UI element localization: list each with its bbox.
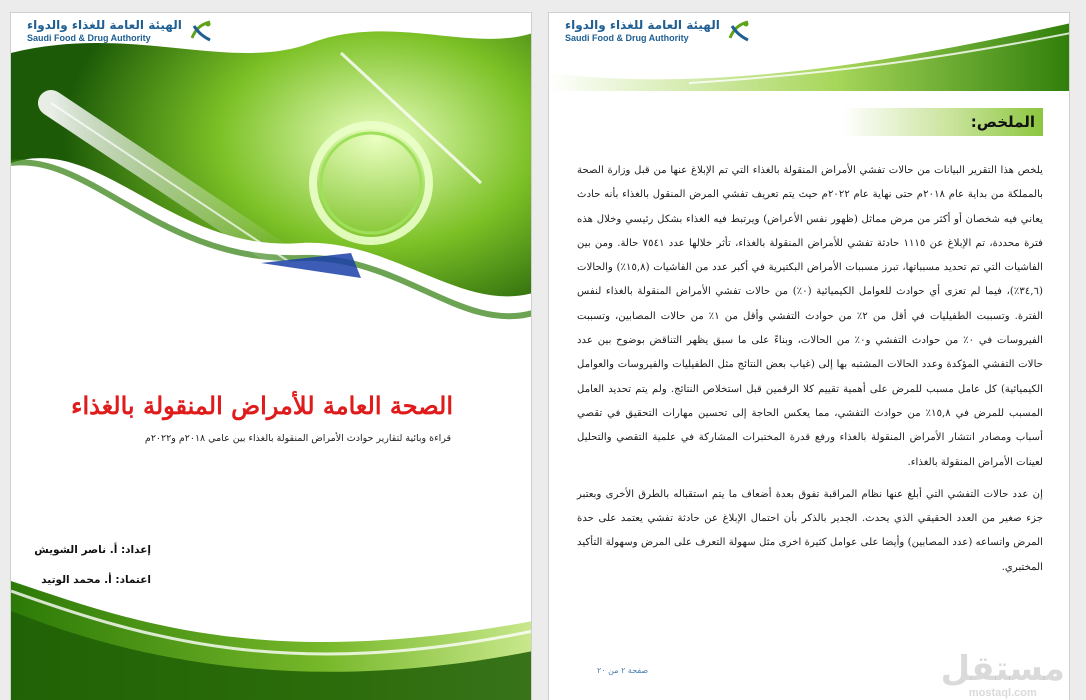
cover-bottom-swoosh — [11, 561, 532, 700]
summary-paragraph: إن عدد حالات التفشي التي أبلغ عنها نظام المراقبة تفوق بعدة أضعاف ما يتم استقباله بالطرق الأخرى وبعتبر جزء صغير من العدد الحقيقي الذي يحدث. الجدير بالذكر بأن احتمال الإبلاغ عن حادثة تفشي يعتمد على حدة المرض واتساعه (عدد المصابين) وأيضا على عوامل كثيرة اخرى مثل سهولة التعرف على المرض وسهولة التأكيد المختبري. — [577, 488, 1043, 573]
logo-english-text: Saudi Food & Drug Authority — [27, 32, 151, 43]
page-number: صفحة ٢ من ٢٠ — [597, 666, 649, 675]
sfda-emblem-icon — [188, 18, 214, 44]
sfda-logo — [565, 18, 752, 44]
summary-page — [548, 12, 1070, 700]
summary-heading: الملخص: — [843, 108, 1043, 136]
cover-artwork — [11, 13, 532, 373]
cover-page — [10, 12, 532, 700]
logo-arabic-text: الهيئة العامة للغذاء والدواء — [27, 17, 182, 32]
cover-subtitle: قراءة وبائية لتقارير حوادث الأمراض المنقولة بالغذاء بين عامي ٢٠١٨م و٢٠٢٢م — [144, 433, 451, 444]
logo-arabic-text: الهيئة العامة للغذاء والدواء — [565, 17, 720, 32]
cover-title: الصحة العامة للأمراض المنقولة بالغذاء — [71, 391, 453, 420]
sfda-emblem-icon — [726, 18, 752, 44]
logo-english-text: Saudi Food & Drug Authority — [565, 32, 689, 43]
mostaql-watermark — [941, 651, 1065, 699]
watermark-arabic: مستقل — [940, 649, 1065, 689]
approved-by: اعتماد: أ. محمد الوتيد — [41, 574, 151, 586]
prepared-by: إعداد: أ. ناصر الشويش — [34, 544, 151, 556]
sfda-logo — [27, 18, 214, 44]
summary-paragraph: يلخص هذا التقرير البيانات من حالات تفشي الأمراض المنقولة بالغذاء التي تم الإبلاغ عنها من قبل وزارة الصحة بالمملكة من بداية عام ٢٠١٨م حتى نهاية عام ٢٠٢٢م حيث يتم تعريف تفشي المرض المنقول بالغذاء بأنه حادث يعاني فيه شخصان أو أكثر من مرض مماثل (ظهور نفس الأعراض) ويرتبط فيه الغذاء بشكل رئيسي وخلال هذه فترة محددة، تم الإبلاغ عن ١١١٥ حادثة تفشي للأمراض المنقولة بالغذاء، تأثر خلالها عدد ٧٥٤١ حالة. ومن بين الفاشيات التي تم تحديد مسبباتها، تبرز مسببات الأمراض البكتيرية في أكبر عدد من الفاشيات (١٥,٨٪) والحالات (٣٤,٦٪)، فيما لم تعزى أي حوادث للعوامل الكيميائية (٠٪) من حالات تفشي الأمراض المنقولة بالغذاء لنفس الفترة. وتسببت الطفيليات في أقل من ٢٪ من حوادث التفشي وأقل من ١٪ من حالات المصابين، وتسببت الفيروسات في ٠٪ من حوادث التفشي و٠٪ من الحالات، وبناءً على ما سبق يظهر التناقض بوضوح بين عدد حالات التفشي المؤكدة وعدد الحالات المشتبه بها إلى (غياب بعض النتائج مثل الطفيليات والفيروسات والعوامل الكيميائية) كل عامل مسبب للمرض على أهمية تقييم كلا الرقمين قبل استخلاص النتائج. ولم يتم تحديد العامل المسبب للمرض في ١٥,٨٪ من حوادث التفشي، مما يعكس الحاجة إلى تحسين مهارات التحقيق في تقصي أسباب ومصادر انتشار الأمراض المنقولة بالغذاء ورفع قدرة المختبرات المشاركة في علمية التقصي والتحليل لعينات الأمراض المنقولة بالغذاء. — [577, 165, 1044, 468]
summary-body — [577, 159, 1043, 588]
watermark-english: mostaql.com — [968, 687, 1037, 699]
